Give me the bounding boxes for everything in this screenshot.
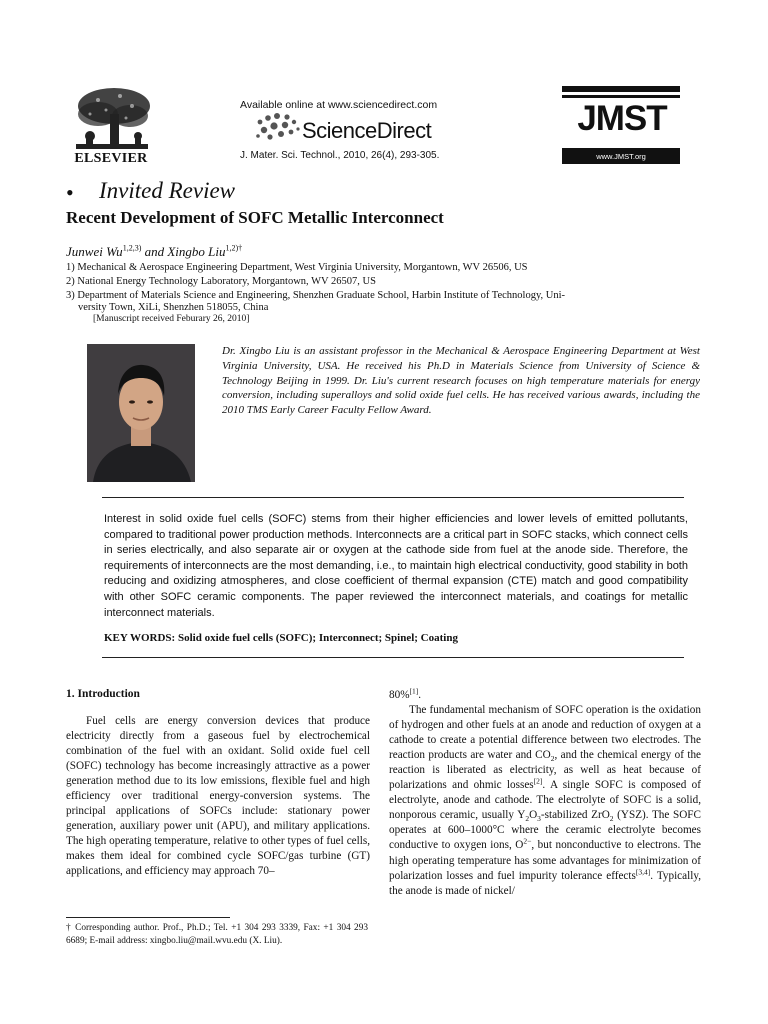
author-affiliation-marker: 1,2)† [225,243,243,253]
paragraph: Fuel cells are energy conversion devices that produce electricity directly from a gaseous fuel by electrochemical combination of the fuel with an oxidant. Solid oxide fuel cell (SOFC) technology has become increasingly attractive as a power generation method due to its low emissions, flexible fuel and high efficiency over traditional energy-conversion systems. The principal applications of SOFCs include: stationary power generation, auxiliary power unit (APU), and military applications. The high operating temperature, relative to other types of fuel cells, makes them ideal for combined cycle SOFC/gas turbine (GT) applications, and efficiency may approach 70– [66,715,370,878]
affiliation: 2) National Energy Technology Laboratory, Morgantown, WV 26507, US [66,276,376,287]
author-conjunction: and [141,244,168,259]
footnote-rule [66,917,230,918]
keywords-list: Solid oxide fuel cells (SOFC); Interconnect; Spinel; Coating [175,632,458,644]
author-line [66,244,242,260]
author-name: Junwei Wu [66,244,123,259]
abstract-text: Interest in solid oxide fuel cells (SOFC) stems from their higher efficiencies and lower levels of emitted pollutants, compared to traditional power production methods. Interconnects are a critical part in SOFC stacks, which connect cells in series electrically, and also separate air or oxygen at the cathode side from fuel at the anode side. Therefore, the requirements of interconnects are the most demanding, i.e., to maintain high electrical conductivity, good stability in both reducing and oxidizing atmospheres, and close coefficient of thermal expansion (CTE) match and good compatibility with other SOFC ceramic components. The paper reviewed the interconnect materials, and coatings for metallic interconnect materials. [104,513,688,619]
corresponding-author-footnote: † Corresponding author. Prof., Ph.D.; Tel. +1 304 293 3339, Fax: +1 304 293 6689; E-mail address: xingbo.liu@mail.wvu.edu (X. Liu). [66,923,368,946]
affiliation: versity Town, XiLi, Shenzhen 518055, China [78,302,269,313]
journal-url: www.JMST.org [596,152,646,161]
journal-citation: J. Mater. Sci. Technol., 2010, 26(4), 293-305. [240,150,440,161]
affiliation: 3) Department of Materials Science and Engineering, Shenzhen Graduate School, Harbin Institute of Technology, Uni- [66,290,566,301]
affiliation: 1) Mechanical & Aerospace Engineering Department, West Virginia University, Morgantown, WV 26506, US [66,262,528,273]
sciencedirect-wordmark: ScienceDirect [302,118,432,143]
paper-title: Recent Development of SOFC Metallic Interconnect [66,208,444,227]
section-heading-introduction: 1. Introduction [66,688,140,700]
author-photo [87,344,195,482]
right-column [389,688,701,899]
citation-ref: [2] [533,776,543,786]
manuscript-received: [Manuscript received Feburary 26, 2010] [93,314,250,324]
author-name: Xingbo Liu [167,244,226,259]
author-affiliation-marker: 1,2,3) [122,243,142,253]
citation-ref: [1] [409,686,419,696]
available-online-text: Available online at www.sciencedirect.com [240,99,438,111]
section-label: Invited Review [99,178,236,203]
section-bullet: • [66,180,74,205]
elsevier-wordmark: ELSEVIER [74,151,148,166]
citation-ref: [3,4] [635,866,651,876]
abstract-bottom-rule [102,657,684,658]
abstract-top-rule [102,497,684,498]
jmst-wordmark: JMST [577,99,667,138]
keywords-label: KEY WORDS: [104,632,176,644]
paragraph: The fundamental mechanism of SOFC operation is the oxidation of hydrogen and other fuels at an anode and reduction of oxygen at a cathode to create a potential difference between two electrodes. The reaction products are water and $CO_2$, and the chemical energy of the reaction is liberated as electricity, as well as heat because of polarizations and ohmic losses[2]. A single SOFC is composed of electrolyte, anode and cathode. The electrolyte of SOFC is a solid, nonporous ceramic, usually $Y_2O_3$-stabilized ZrO$_2$ (YSZ). The SOFC operates at 600–1000°C where the ceramic electrolyte becomes conductive to oxygen ions, $O^{2-}$, but nonconductive to electrons. The high operating temperature has some advantages for minimization of polarization losses and fuel impurity tolerance effects[3,4]. Typically, the anode is made of nickel/ [389,704,702,897]
left-column [66,714,370,880]
keywords-line [104,632,458,644]
author-biography: Dr. Xingbo Liu is an assistant professor in the Mechanical & Aerospace Engineering Department at West Virginia University, USA. He received his Ph.D in Materials Science from University of Science & Technology Beijing in 1999. Dr. Liu's current research focuses on high temperature materials for energy conversion, including superalloys and solid oxide fuel cells. He has received various awards, including the 2010 TMS Early Career Faculty Fellow Award. [222,345,700,417]
paragraph-continuation: 80%[1]. [389,686,422,701]
